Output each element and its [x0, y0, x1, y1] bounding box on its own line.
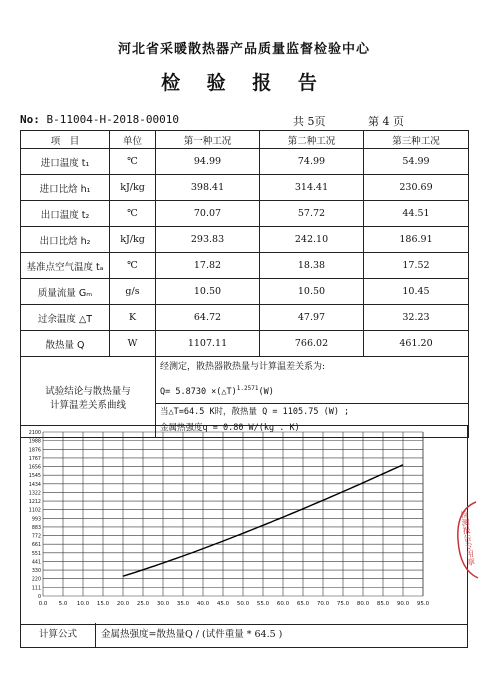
results-table [20, 130, 469, 438]
table-row [21, 149, 469, 175]
calculation-formula-row [20, 623, 468, 648]
table-row [21, 331, 469, 357]
row-unit: ℃ [110, 253, 156, 279]
table-row [21, 201, 469, 227]
report-number-value: B-11004-H-2018-00010 [46, 113, 179, 126]
value-cell: 766.02 [260, 331, 364, 357]
table-header-row [21, 131, 469, 149]
row-unit: g/s [110, 279, 156, 305]
value-cell: 74.99 [260, 149, 364, 175]
y-tick-label: 551 [31, 551, 41, 557]
row-unit: kJ/kg [110, 175, 156, 201]
conclusion-label-line2: 计算温差关系曲线 [49, 400, 126, 411]
value-cell: 54.99 [364, 149, 469, 175]
value-cell: 230.69 [364, 175, 469, 201]
x-tick-label: 45.0 [216, 601, 230, 607]
heat-output-chart [21, 426, 467, 624]
organization-name: 河北省采暖散热器产品质量监督检验中心 [117, 42, 370, 57]
chart-container [20, 425, 468, 625]
report-title: 检 验 报 告 [161, 72, 327, 94]
table-row [21, 305, 469, 331]
row-unit: ℃ [110, 149, 156, 175]
y-tick-label: 1322 [28, 491, 41, 497]
x-tick-label: 65.0 [296, 601, 310, 607]
x-tick-label: 35.0 [176, 601, 190, 607]
conclusion-formula [156, 377, 468, 403]
column-header: 第一种工况 [156, 131, 260, 149]
x-tick-label: 60.0 [276, 601, 290, 607]
y-tick-label: 1988 [28, 439, 41, 445]
calc-formula: 金属热强度=散热量Q / (试件重量 * 64.5 ) [101, 629, 283, 640]
value-cell: 1107.11 [156, 331, 260, 357]
value-cell: 398.41 [156, 175, 260, 201]
x-tick-label: 95.0 [416, 601, 430, 607]
conclusion-metal-intensity: 金属热强度q = 0.80 W/(kg . K) [160, 423, 300, 433]
column-header: 项 目 [21, 131, 110, 149]
column-header: 第三种工况 [364, 131, 469, 149]
column-header: 第二种工况 [260, 131, 364, 149]
y-tick-label: 1876 [28, 448, 41, 454]
formula-prefix: Q= 5.8730 ×(△T) [160, 386, 237, 397]
x-tick-label: 55.0 [256, 601, 270, 607]
value-cell: 47.97 [260, 305, 364, 331]
y-tick-label: 0 [37, 595, 41, 600]
value-cell: 70.07 [156, 201, 260, 227]
x-tick-label: 0.0 [38, 601, 48, 607]
x-tick-label: 70.0 [316, 601, 330, 607]
row-item: 质量流量 Gₘ [21, 279, 110, 305]
value-cell: 10.50 [156, 279, 260, 305]
row-item: 基准点空气温度 tₐ [21, 253, 110, 279]
value-cell: 293.83 [156, 227, 260, 253]
y-tick-label: 1656 [28, 465, 41, 471]
formula-exponent: 1.2571 [236, 385, 259, 392]
row-item: 出口温度 t₂ [21, 201, 110, 227]
value-cell: 94.99 [156, 149, 260, 175]
value-cell: 17.82 [156, 253, 260, 279]
conclusion-label-line1: 试验结论与散热量与 [45, 386, 131, 397]
report-number-prefix: No: [20, 113, 40, 126]
y-tick-label: 441 [31, 560, 41, 566]
row-unit: W [110, 331, 156, 357]
y-tick-label: 883 [31, 525, 41, 531]
x-tick-label: 20.0 [116, 601, 130, 607]
value-cell: 32.23 [364, 305, 469, 331]
value-cell: 18.38 [260, 253, 364, 279]
y-tick-label: 1434 [28, 482, 41, 488]
stamp-text: 检测报告专用章 [459, 509, 477, 567]
formula-suffix: (W) [258, 386, 274, 397]
y-tick-label: 330 [31, 569, 41, 575]
y-tick-label: 111 [31, 586, 41, 592]
value-cell: 461.20 [364, 331, 469, 357]
conclusion-result: 当△T=64.5 K时，散热量 Q = 1105.75 (W) ; [156, 403, 468, 420]
x-tick-label: 5.0 [58, 601, 68, 607]
calc-label: 计算公式 [21, 623, 96, 647]
table-row [21, 253, 469, 279]
value-cell: 57.72 [260, 201, 364, 227]
table-row [21, 279, 469, 305]
x-tick-label: 30.0 [156, 601, 170, 607]
y-tick-label: 2100 [28, 431, 41, 436]
y-tick-label: 1102 [28, 508, 41, 514]
y-tick-label: 993 [31, 517, 41, 523]
value-cell: 64.72 [156, 305, 260, 331]
row-item: 散热量 Q [21, 331, 110, 357]
value-cell: 10.50 [260, 279, 364, 305]
report-number [20, 113, 179, 126]
conclusion-intro: 经测定，散热器散热量与计算温差关系为: [160, 362, 326, 372]
row-unit: ℃ [110, 201, 156, 227]
y-tick-label: 661 [31, 543, 41, 549]
value-cell: 186.91 [364, 227, 469, 253]
value-cell: 10.45 [364, 279, 469, 305]
value-cell: 242.10 [260, 227, 364, 253]
row-item: 进口温度 t₁ [21, 149, 110, 175]
value-cell: 44.51 [364, 201, 469, 227]
row-unit: kJ/kg [110, 227, 156, 253]
column-header: 单位 [110, 131, 156, 149]
x-tick-label: 85.0 [376, 601, 390, 607]
row-item: 进口比焓 h₁ [21, 175, 110, 201]
x-tick-label: 80.0 [356, 601, 370, 607]
table-row [21, 227, 469, 253]
value-cell: 314.41 [260, 175, 364, 201]
total-pages: 共 5页 [293, 115, 326, 128]
x-tick-label: 40.0 [196, 601, 210, 607]
current-page: 第 4 页 [368, 115, 404, 128]
inspection-stamp [452, 500, 482, 580]
y-tick-label: 1545 [28, 474, 41, 480]
value-cell: 17.52 [364, 253, 469, 279]
x-tick-label: 25.0 [136, 601, 150, 607]
x-tick-label: 15.0 [96, 601, 110, 607]
row-unit: K [110, 305, 156, 331]
y-tick-label: 772 [31, 534, 41, 540]
y-tick-label: 1212 [28, 500, 41, 506]
y-tick-label: 1767 [28, 456, 41, 462]
row-item: 出口比焓 h₂ [21, 227, 110, 253]
x-tick-label: 75.0 [336, 601, 350, 607]
x-tick-label: 10.0 [76, 601, 90, 607]
y-tick-label: 220 [31, 577, 41, 583]
table-row [21, 175, 469, 201]
x-tick-label: 50.0 [236, 601, 250, 607]
x-tick-label: 90.0 [396, 601, 410, 607]
row-item: 过余温度 △T [21, 305, 110, 331]
